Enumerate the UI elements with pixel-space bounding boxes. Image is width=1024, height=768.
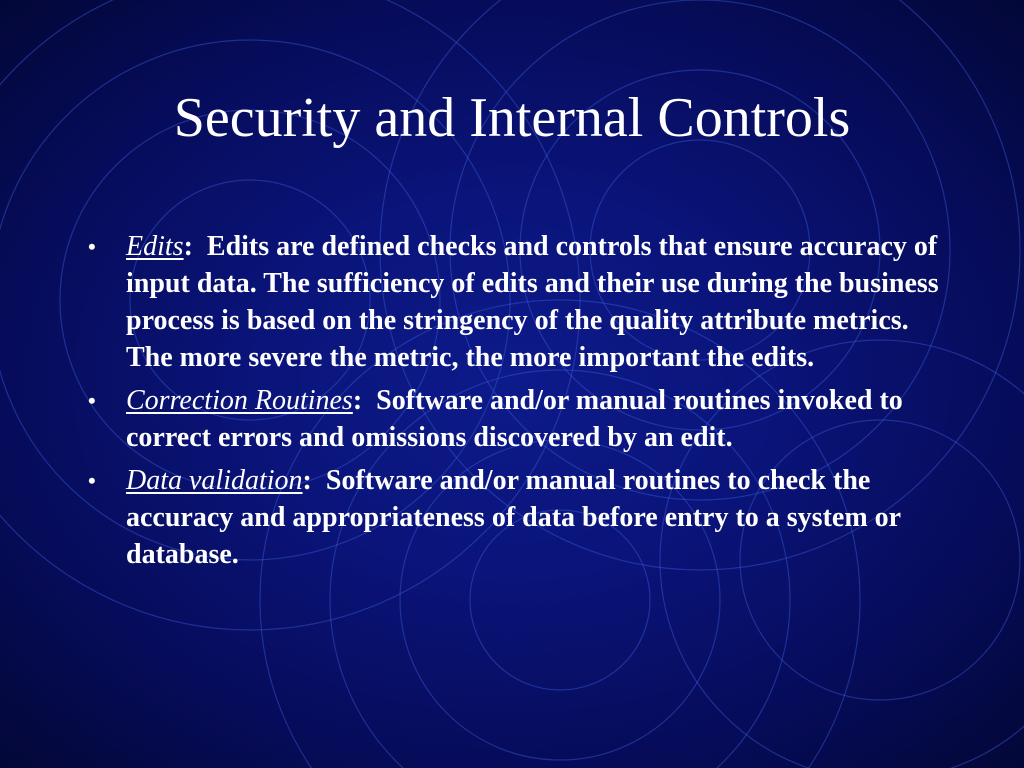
bullet-item-edits bbox=[82, 228, 942, 376]
bullet-text: Software and/or manual routines invoked to correct errors and omissions discovered by an edit. bbox=[126, 385, 903, 453]
bullet-dot-icon: • bbox=[88, 388, 96, 413]
term-separator: : bbox=[183, 231, 193, 262]
bullet-dot-icon: • bbox=[88, 468, 96, 493]
term-data-validation: Data validation bbox=[126, 465, 303, 496]
bullet-dot-icon: • bbox=[88, 234, 96, 259]
bullet-item-correction-routines bbox=[82, 382, 942, 456]
bullet-list bbox=[82, 228, 942, 579]
term-edits: Edits bbox=[126, 231, 184, 262]
bullet-item-data-validation bbox=[82, 462, 942, 573]
term-separator: : bbox=[302, 465, 312, 496]
bullet-text: Edits are defined checks and controls that ensure accuracy of input data. The sufficiency of edits and their use during the business process is based on the stringency of the quality attribute metrics. The more severe the metric, the more important the edits. bbox=[126, 231, 939, 373]
term-correction-routines: Correction Routines bbox=[126, 385, 353, 416]
term-separator: : bbox=[352, 385, 363, 416]
slide-title: Security and Internal Controls bbox=[173, 87, 851, 149]
bullet-text: Software and/or manual routines to check the accuracy and appropriateness of data before entry to a system or database. bbox=[126, 465, 901, 570]
